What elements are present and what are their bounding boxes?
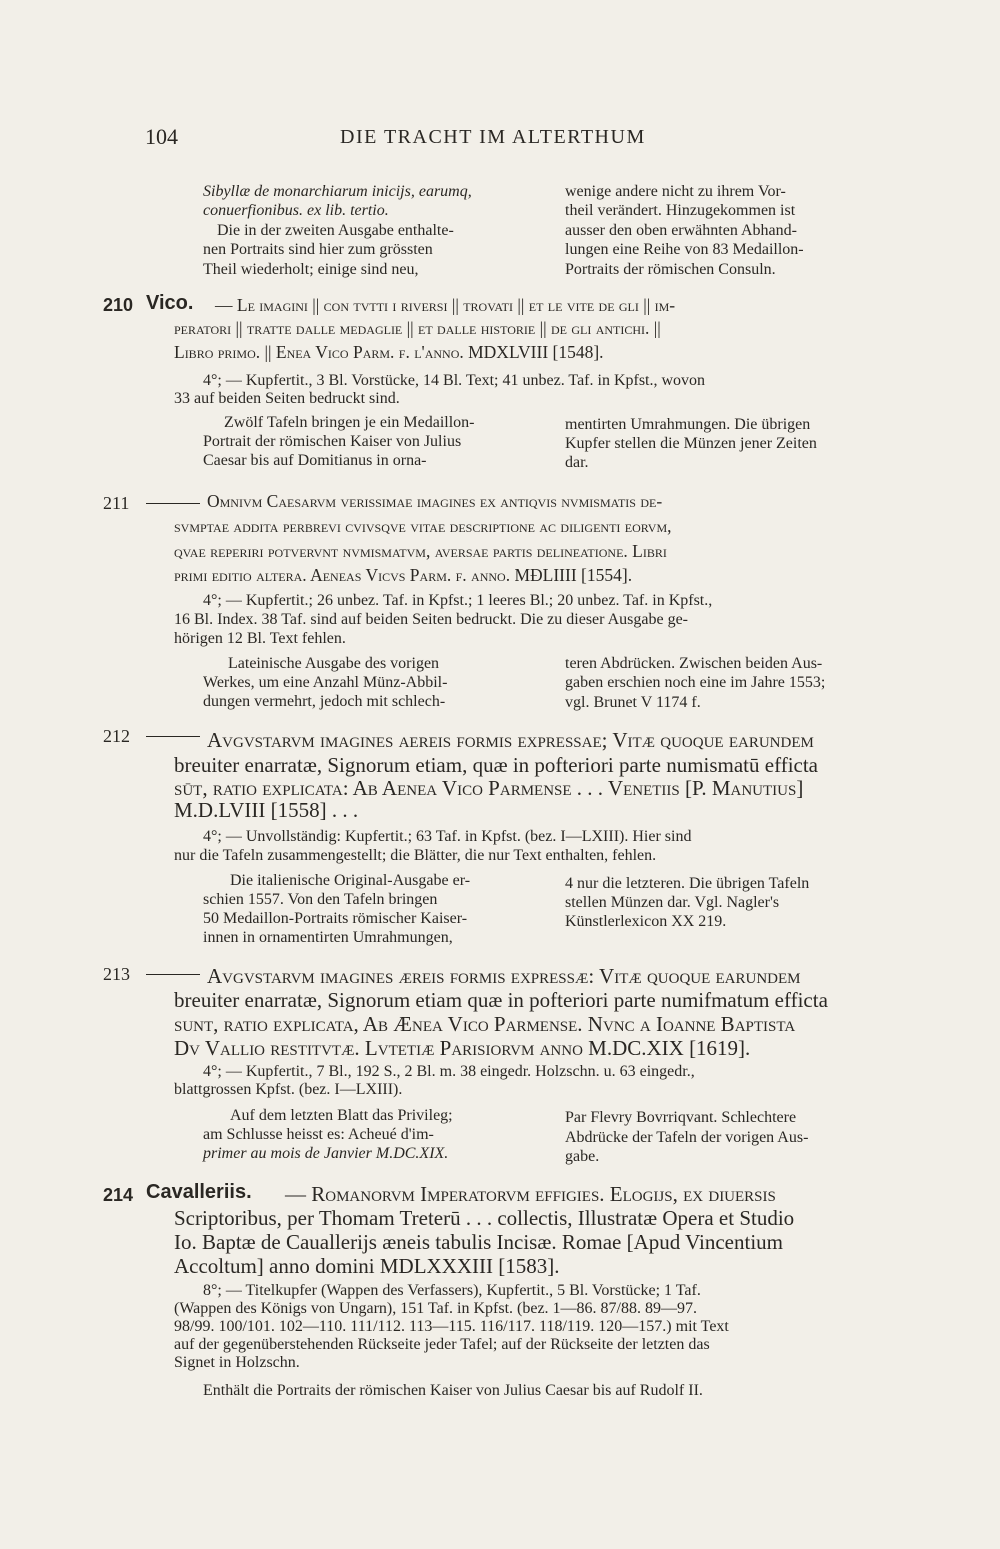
page-number: 104 [145,124,178,149]
title-line: qvae reperiri potvervnt nvmismatvm, aversae partis delineatione. Libri [174,541,667,561]
text-line: Werkes, um eine Anzahl Münz-Abbil- [203,674,448,691]
text-line: innen in ornamentirten Umrahmungen, [203,929,453,946]
text-line: vgl. Brunet V 1174 f. [565,694,701,711]
text-line: Künstlerlexicon XX 219. [565,913,727,930]
title-line: sūt, ratio explicata: Ab Aenea Vico Parmense . . . Venetiis [P. Manutius] [174,776,804,800]
text-line: auf der gegenüberstehenden Rückseite jeder Tafel; auf der Rückseite der letzten das [174,1336,710,1353]
text-line: 4°; — Kupfertit., 7 Bl., 192 S., 2 Bl. m. 38 eingedr. Holzschn. u. 63 eingedr., [203,1063,695,1080]
text-line: hörigen 12 Bl. Text fehlen. [174,630,346,647]
text-line: dar. [565,454,589,471]
text-line: 8°; — Titelkupfer (Wappen des Verfassers), Kupfertit., 5 Bl. Vorstücke; 1 Taf. [203,1282,701,1299]
text-line: 50 Medaillon-Portraits römischer Kaiser- [203,910,468,927]
text-line: Abdrücke der Tafeln der vorigen Aus- [565,1129,809,1146]
entry-author: Cavalleriis. [146,1181,252,1203]
entry-number: 212 [103,726,130,746]
text-line: primer au mois de Janvier M.DC.XIX. [203,1145,449,1162]
entry-number: 211 [103,493,130,513]
entry-author: Vico. [146,292,194,314]
title-line: svmptae addita perbrevi cvivsqve vitae descriptione ac diligenti eorvm, [174,516,672,536]
text-line: Zwölf Tafeln bringen je ein Medaillon- [224,414,475,431]
text-line: Theil wiederholt; einige sind neu, [203,261,419,278]
title-line: — Le imagini || con tvtti i riversi || trovati || et le vite de gli || im- [215,295,676,315]
text-line: 4°; — Unvollständig: Kupfertit.; 63 Taf. in Kpfst. (bez. I—LXIII). Hier sind [203,828,692,845]
text-line: lungen eine Reihe von 83 Medaillon- [565,241,804,258]
text-line: nen Portraits sind hier zum grössten [203,241,433,258]
text-line: nur die Tafeln zusammengestellt; die Blätter, die nur Text enthalten, fehlen. [174,847,657,864]
ditto-dash [146,736,200,737]
entry-number: 214 [103,1185,134,1205]
title-line: Scriptoribus, per Thomam Treterū . . . collectis, Illustratæ Opera et Studio [174,1206,795,1230]
text-line: Die in der zweiten Ausgabe enthalte- [217,222,454,239]
entry-number: 210 [103,295,134,315]
text-line: stellen Münzen dar. Vgl. Nagler's [565,894,780,911]
ditto-dash [146,974,200,975]
title-line: — Romanorvm Imperatorvm effigies. Elogijs, ex diuersis [285,1182,776,1206]
title-line: Libro primo. || Enea Vico Parm. f. l'anno. MDXLVIII [1548]. [174,342,604,362]
text-line: theil verändert. Hinzugekommen ist [565,202,796,219]
title-line: M.D.LVIII [1558] . . . [174,798,359,822]
title-line: Dv Vallio restitvtæ. Lvtetiæ Parisiorvm anno M.DC.XIX [1619]. [174,1036,751,1060]
text-line: wenige andere nicht zu ihrem Vor- [565,183,786,200]
text-line: 4 nur die letzteren. Die übrigen Tafeln [565,875,810,892]
title-line: breuiter enarratæ, Signorum etiam, quæ in pofteriori parte numismatū efficta [174,753,819,777]
text-line: Auf dem letzten Blatt das Privileg; [230,1107,453,1124]
text-line: Sibyllæ de monarchiarum inicijs, earumq, [203,183,472,200]
text-line: teren Abdrücken. Zwischen beiden Aus- [565,655,823,672]
text-line: 16 Bl. Index. 38 Taf. sind auf beiden Seiten bedruckt. Die zu dieser Ausgabe ge- [174,611,688,628]
ditto-dash [146,503,200,504]
text-line: Portrait der römischen Kaiser von Julius [203,433,462,450]
title-line: peratori || tratte dalle medaglie || et dalle historie || de gli antichi. || [174,318,661,338]
title-line: Avgvstarvm imagines æreis formis expressæ: Vitæ quoque earundem [207,964,801,988]
text-line: am Schlusse heisst es: Acheué d'im- [203,1126,434,1143]
text-line: gaben erschien noch eine im Jahre 1553; [565,674,826,691]
text-line: mentirten Umrahmungen. Die übrigen [565,416,811,433]
text-line: schien 1557. Von den Tafeln bringen [203,891,438,908]
text-line: Portraits der römischen Consuln. [565,261,776,278]
text-line: ausser den oben erwähnten Abhand- [565,222,797,239]
title-line: Omnivm Caesarvm verissimae imagines ex antiqvis nvmismatis de- [207,491,663,511]
text-line: Kupfer stellen die Münzen jener Zeiten [565,435,817,452]
text-line: 4°; — Kupfertit.; 26 unbez. Taf. in Kpfst.; 1 leeres Bl.; 20 unbez. Taf. in Kpfst., [203,592,713,609]
text-line: 4°; — Kupfertit., 3 Bl. Vorstücke, 14 Bl. Text; 41 unbez. Taf. in Kpfst., wovon [203,372,706,389]
text-line: (Wappen des Königs von Ungarn), 151 Taf. in Kpfst. (bez. 1—86. 87/88. 89—97. [174,1300,697,1317]
text-line: conuerfionibus. ex lib. tertio. [203,202,389,219]
page-header [145,124,895,154]
running-title: DIE TRACHT IM ALTERTHUM [340,126,646,148]
text-line: Enthält die Portraits der römischen Kaiser von Julius Caesar bis auf Rudolf II. [203,1382,703,1399]
text-line: gabe. [565,1148,600,1165]
title-line: Avgvstarvm imagines aereis formis expressae; Vitæ quoque earundem [207,728,814,752]
entry-number: 213 [103,964,130,984]
text-line: Signet in Holzschn. [174,1354,300,1371]
title-line: sunt, ratio explicata, Ab Ænea Vico Parmense. Nvnc a Ioanne Baptista [174,1012,796,1036]
text-line: Caesar bis auf Domitianus in orna- [203,452,427,469]
text-line: 98/99. 100/101. 102—110. 111/112. 113—115. 116/117. 118/119. 120—157.) mit Text [174,1318,729,1335]
text-line: Lateinische Ausgabe des vorigen [228,655,440,672]
text-line: 33 auf beiden Seiten bedruckt sind. [174,390,400,407]
text-line: dungen vermehrt, jedoch mit schlech- [203,693,446,710]
title-line: primi editio altera. Aeneas Vicvs Parm. f. anno. MÐLIIII [1554]. [174,565,633,585]
title-line: Io. Baptæ de Cauallerijs æneis tabulis Incisæ. Romae [Apud Vincentium [174,1230,784,1254]
title-line: breuiter enarratæ, Signorum etiam quæ in pofteriori parte numifmatum efficta [174,988,828,1012]
title-line: Accoltum] anno domini MDLXXXIII [1583]. [174,1254,560,1278]
text-line: blattgrossen Kpfst. (bez. I—LXIII). [174,1081,403,1098]
text-line: Die italienische Original-Ausgabe er- [230,872,471,889]
text-line: Par Flevry Bovrriqvant. Schlechtere [565,1109,797,1126]
